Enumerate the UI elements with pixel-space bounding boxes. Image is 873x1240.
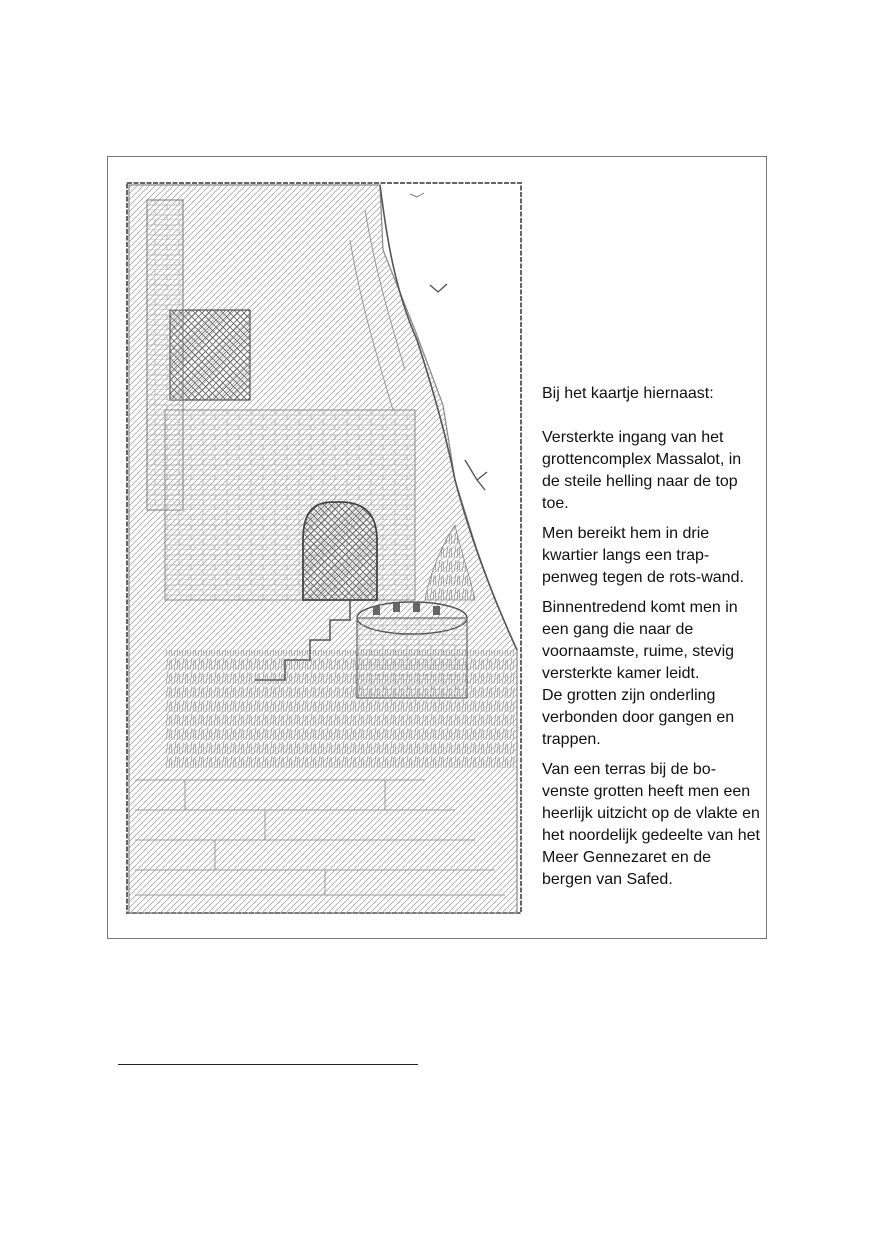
caption-text — [542, 383, 762, 899]
caption-paragraph-1: Versterkte ingang van het grottencomplex Massalot, in de steile helling naar de top toe. — [542, 429, 742, 512]
caption-paragraph-4: De grotten zijn onderling verbonden door gangen en trappen. — [542, 687, 735, 748]
caption-intro: Bij het kaartje hiernaast: — [542, 385, 714, 402]
cave-entrance-sketch — [125, 180, 525, 916]
cave-entrance-sketch-icon — [125, 180, 525, 916]
caption-paragraph-3: Binnentredend komt men in een gang die naar de voornaamste, ruime, stevig versterkte kamer leidt. — [542, 599, 738, 682]
caption-paragraph-2: Men bereikt hem in drie kwartier langs een trap-penweg tegen de rots-wand. — [542, 525, 744, 586]
caption-paragraph-5: Van een terras bij de bo-venste grotten heeft men een heerlijk uitzicht op de vlakte en het noordelijk gedeelte van het Meer Gennezaret en de bergen van Safed. — [542, 761, 760, 888]
footnote-separator — [118, 1064, 418, 1065]
